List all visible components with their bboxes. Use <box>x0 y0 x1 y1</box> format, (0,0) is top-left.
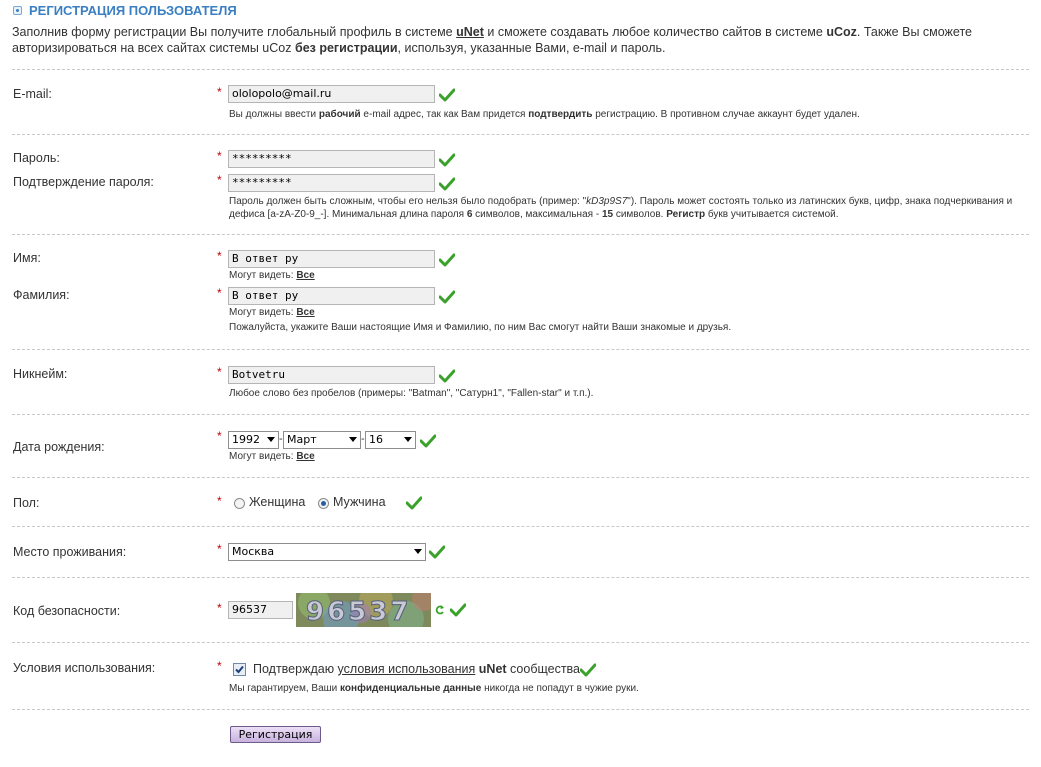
required-mark: * <box>217 286 222 300</box>
captcha-image <box>296 593 431 627</box>
check-icon <box>439 177 455 191</box>
check-icon <box>439 88 455 102</box>
divider <box>12 134 1029 135</box>
chevron-down-icon <box>349 437 357 442</box>
divider <box>12 526 1029 527</box>
birthdate-visibility: Могут видеть: Все <box>229 451 315 462</box>
required-mark: * <box>217 542 222 556</box>
required-mark: * <box>217 365 222 379</box>
password-label: Пароль: <box>13 151 60 165</box>
check-icon <box>420 434 436 448</box>
last-name-label: Фамилия: <box>13 288 70 302</box>
visibility-link[interactable]: Все <box>296 307 315 318</box>
captcha-text: 96537 <box>306 597 412 627</box>
password-field[interactable]: ********* <box>228 150 435 168</box>
gender-label: Пол: <box>13 496 40 510</box>
password-hint: Пароль должен быть сложным, чтобы его нельзя было подобрать (пример: "kD3p9S7"). Пароль может состоять только из латинских букв, цифр, знака подчеркивания и дефиса [a-zA-Z0-9_-]. Минимальная длина пароля 6 символов, максимальная - 15 символов. Регистр букв учитывается системой. <box>229 196 1013 220</box>
chevron-down-icon <box>414 549 422 554</box>
gender-male-radio[interactable] <box>318 498 329 509</box>
check-icon <box>450 603 466 617</box>
divider <box>12 477 1029 478</box>
password-confirm-field[interactable]: ********* <box>228 174 435 192</box>
refresh-icon[interactable] <box>435 604 445 616</box>
title-bullet-icon <box>13 6 22 15</box>
check-icon <box>406 496 422 510</box>
birth-year-value: 1992 <box>232 433 260 446</box>
register-button[interactable]: Регистрация <box>230 726 321 743</box>
page-title: РЕГИСТРАЦИЯ ПОЛЬЗОВАТЕЛЯ <box>29 3 237 18</box>
birth-year-select[interactable] <box>228 431 279 449</box>
first-name-label: Имя: <box>13 251 41 265</box>
location-value: Москва <box>232 545 275 558</box>
nickname-label: Никнейм: <box>13 367 68 381</box>
required-mark: * <box>217 149 222 163</box>
required-mark: * <box>217 601 222 615</box>
terms-hint: Мы гарантируем, Ваши конфиденциальные данные никогда не попадут в чужие руки. <box>229 683 639 694</box>
location-label: Место проживания: <box>13 545 127 559</box>
terms-label: Условия использования: <box>13 661 156 675</box>
nickname-field[interactable]: Botvetru <box>228 366 435 384</box>
chevron-down-icon <box>404 437 412 442</box>
email-label: E-mail: <box>13 87 52 101</box>
visibility-link[interactable]: Все <box>296 270 315 281</box>
terms-text: Подтверждаю условия использования uNet сообщества <box>253 662 581 676</box>
check-icon <box>429 545 445 559</box>
divider <box>12 642 1029 643</box>
last-name-field[interactable]: В ответ ру <box>228 287 435 305</box>
terms-checkbox[interactable] <box>233 663 246 676</box>
gender-male-label[interactable]: Мужчина <box>333 495 386 509</box>
required-mark: * <box>217 494 222 508</box>
visibility-link[interactable]: Все <box>296 451 315 462</box>
date-separator: - <box>279 433 283 445</box>
check-icon <box>439 253 455 267</box>
email-field[interactable]: ololopolo@mail.ru <box>228 85 435 103</box>
terms-link[interactable]: условия использования <box>337 662 476 676</box>
email-hint: Вы должны ввести рабочий e-mail адрес, так как Вам придется подтвердить регистрацию. В противном случае аккаунт будет удален. <box>229 109 860 120</box>
name-hint: Пожалуйста, укажите Ваши настоящие Имя и Фамилию, по ним Вас смогут найти Ваши знакомые и друзья. <box>229 322 732 333</box>
required-mark: * <box>217 429 222 443</box>
check-icon <box>439 153 455 167</box>
birthdate-label: Дата рождения: <box>13 440 105 454</box>
divider <box>12 709 1029 710</box>
birth-month-value: Март <box>287 433 317 446</box>
date-separator: - <box>361 433 365 445</box>
required-mark: * <box>217 659 222 673</box>
intro-text: Заполнив форму регистрации Вы получите глобальный профиль в системе uNet и сможете создавать любое количество сайтов в системе uCoz. Также Вы сможете авторизироваться на всех сайтах системы uCoz без регистрации, используя, указанные Вами, e-mail и пароль. <box>12 25 972 55</box>
required-mark: * <box>217 85 222 99</box>
first-name-field[interactable]: В ответ ру <box>228 250 435 268</box>
birth-day-select[interactable] <box>365 431 416 449</box>
divider <box>12 234 1029 235</box>
location-select[interactable] <box>228 543 426 561</box>
unet-link[interactable]: uNet <box>456 25 484 39</box>
first-name-visibility: Могут видеть: Все <box>229 270 315 281</box>
gender-female-radio[interactable] <box>234 498 245 509</box>
divider <box>12 69 1029 70</box>
divider <box>12 577 1029 578</box>
security-code-field[interactable]: 96537 <box>228 601 293 619</box>
check-icon <box>439 369 455 383</box>
required-mark: * <box>217 249 222 263</box>
nickname-hint: Любое слово без пробелов (примеры: "Batman", "Сатурн1", "Fallen-star" и т.п.). <box>229 388 594 399</box>
birth-day-value: 16 <box>369 433 383 446</box>
last-name-visibility: Могут видеть: Все <box>229 307 315 318</box>
check-icon <box>439 290 455 304</box>
required-mark: * <box>217 173 222 187</box>
password-confirm-label: Подтверждение пароля: <box>13 175 154 189</box>
chevron-down-icon <box>267 437 275 442</box>
check-icon <box>580 663 596 677</box>
gender-female-label[interactable]: Женщина <box>249 495 306 509</box>
birth-month-select[interactable] <box>283 431 361 449</box>
divider <box>12 349 1029 350</box>
security-code-label: Код безопасности: <box>13 604 121 618</box>
checkmark-icon <box>234 664 245 675</box>
divider <box>12 414 1029 415</box>
